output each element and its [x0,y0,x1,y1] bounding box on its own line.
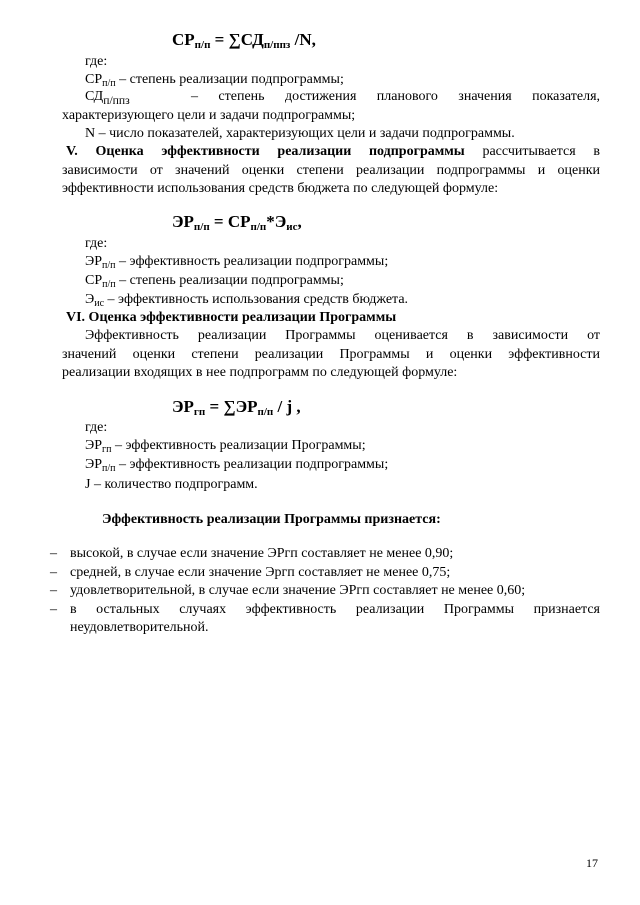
definition-line: $СД_{п/ппз}$ – степень достижения планового значения показателя, [85,89,601,107]
page-number: 17 [586,856,598,870]
list-item-text: высокой, в случае если значение ЭРгп составляет не менее 0,90; [70,546,454,561]
definition-line: $ЭР_{п/п}$ – эффективность реализации подпрограммы; [85,457,389,474]
definition-line: J – количество подпрограмм. [85,477,258,492]
definition-line: $Э_{ис}$ – эффективность использования средств бюджета. [85,292,409,309]
section-vi-line: Эффективность реализации Программы оценивается в зависимости от [85,328,600,343]
where-label: где: [85,236,108,251]
section-v-line: V. Оценка эффективности реализации подпрограммы рассчитывается в [66,144,600,159]
section-vi-heading: VI. Оценка эффективности реализации Программы [66,310,397,325]
formula-subscript: п/п [194,39,211,51]
definition-line: $СР_{п/п}$ – степень реализации подпрограммы; [85,72,344,89]
section-v [62,143,600,199]
definition-line: $СР_{п/п}$ – степень реализации подпрограммы; [85,273,344,290]
section-vi-line: реализации входящих в нее подпрограмм по следующей формуле: [62,365,458,380]
definition-line: N – число показателей, характеризующих цели и задачи подпрограммы. [85,126,515,141]
formula-tail: /N, [290,30,316,49]
definition-line: характеризующего цели и задачи подпрограммы; [62,107,356,123]
definition-line: $ЭР_{п/п}$ – эффективность реализации подпрограммы; [85,254,389,271]
formula-er-gp: $ЭР_{гп} = \sum ЭР_{п/п} / j$ , [172,397,301,418]
list-item-text: удовлетворительной, в случае если значение ЭРгп составляет не менее 0,60; [70,583,526,598]
formula-er-pp: $ЭР_{п/п} = СР_{п/п}*Э_{ис}$, [172,212,302,233]
formula-subscript: п/ппз [263,39,291,51]
list-item-text: в остальных случаях эффективность реализации Программы признается неудовлетворительной. [70,602,600,635]
list-dash: – [50,583,57,598]
list-item-text: средней, в случае если значение Эргп составляет не менее 0,75; [70,565,451,580]
section-vi [62,327,600,383]
where-label: где: [85,420,108,435]
section-v-heading: V. Оценка эффективности реализации подпрограммы [66,144,465,159]
list-dash: – [50,602,57,617]
section-v-line: эффективности использования средств бюджета по следующей формуле: [62,181,499,196]
section-v-line: зависимости от значений оценки степени реализации подпрограммы и оценки [62,162,600,178]
conclusion-heading: Эффективность реализации Программы признается: [102,512,441,527]
definition-line: $ЭР_{гп}$ – эффективность реализации Программы; [85,438,366,455]
section-vi-line: значений оценки степени реализации Программы и оценки эффективности [62,346,600,362]
formula-symbol: СР [172,30,195,49]
where-label: где: [85,54,108,69]
list-dash: – [50,546,57,561]
formula-operator: = ∑СД [210,30,264,49]
definition-block [62,88,600,125]
list-dash: – [50,565,57,580]
formula-sr [172,30,316,55]
